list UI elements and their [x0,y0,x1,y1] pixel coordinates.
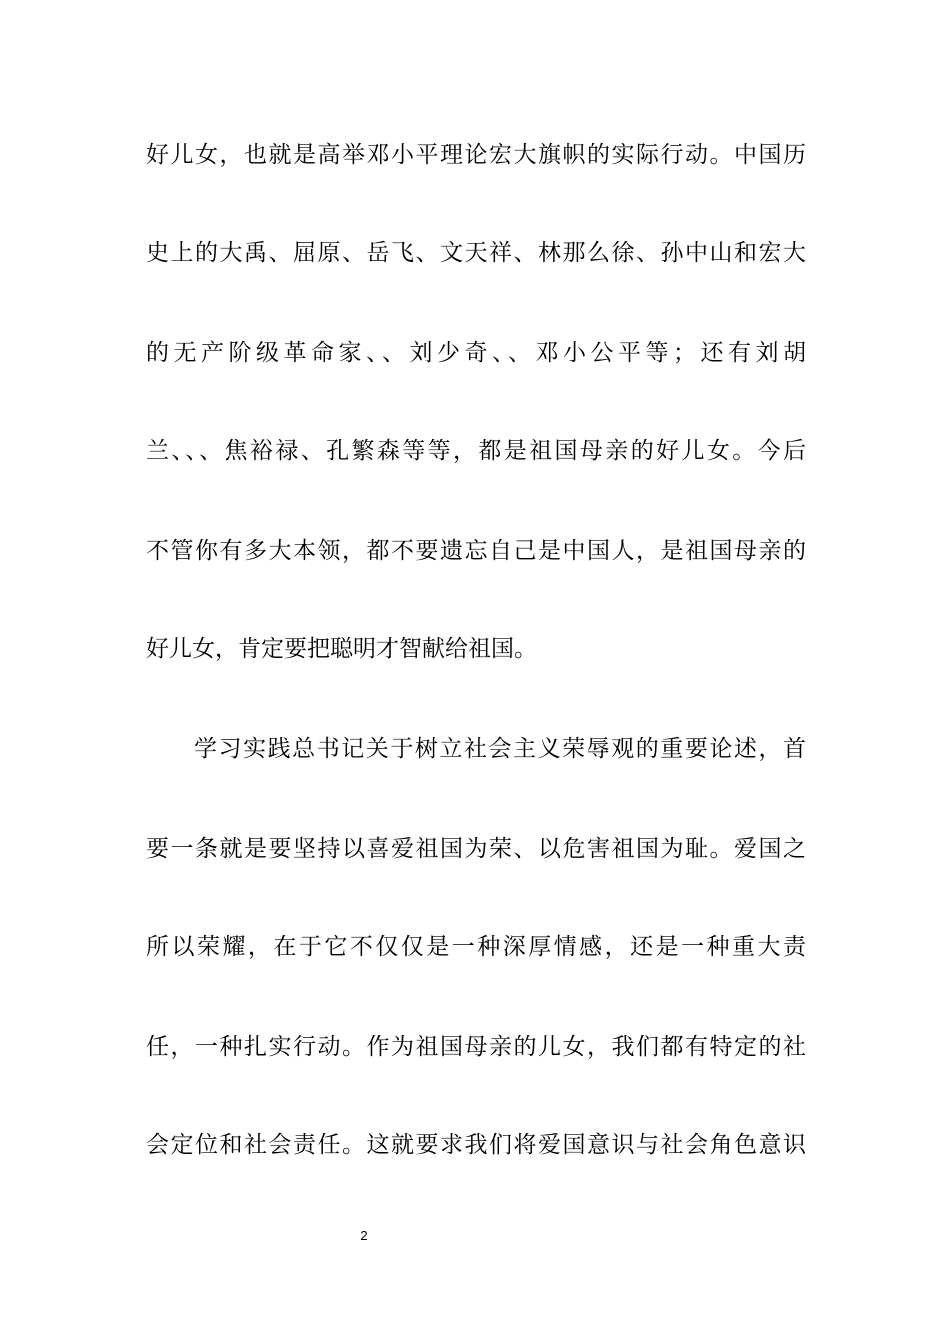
text-line: 好儿女，也就是高举邓小平理论宏大旗帜的实际行动。中国历 [146,142,806,168]
text-line: 的无产阶级革命家、、刘少奇、、邓小公平等；还有刘胡 [146,340,806,366]
text-line: 学习实践总书记关于树立社会主义荣辱观的重要论述，首 [194,736,806,762]
text-line: 不管你有多大本领，都不要遗忘自己是中国人，是祖国母亲的 [146,538,806,564]
text-line: 所以荣耀，在于它不仅仅是一种深厚情感，还是一种重大责 [146,934,806,960]
text-line: 好儿女，肯定要把聪明才智献给祖国。 [146,636,537,662]
text-line: 要一条就是要坚持以喜爱祖国为荣、以危害祖国为耻。爱国之 [146,836,806,862]
text-line: 史上的大禹、屈原、岳飞、文天祥、林那么徐、孙中山和宏大 [146,240,806,266]
text-line: 任，一种扎实行动。作为祖国母亲的儿女，我们都有特定的社 [146,1034,806,1060]
text-line: 兰、、、焦裕禄、孔繁森等等，都是祖国母亲的好儿女。今后 [146,438,806,464]
text-line: 会定位和社会责任。这就要求我们将爱国意识与社会角色意识 [146,1132,806,1158]
page-number: 2 [360,1228,368,1243]
